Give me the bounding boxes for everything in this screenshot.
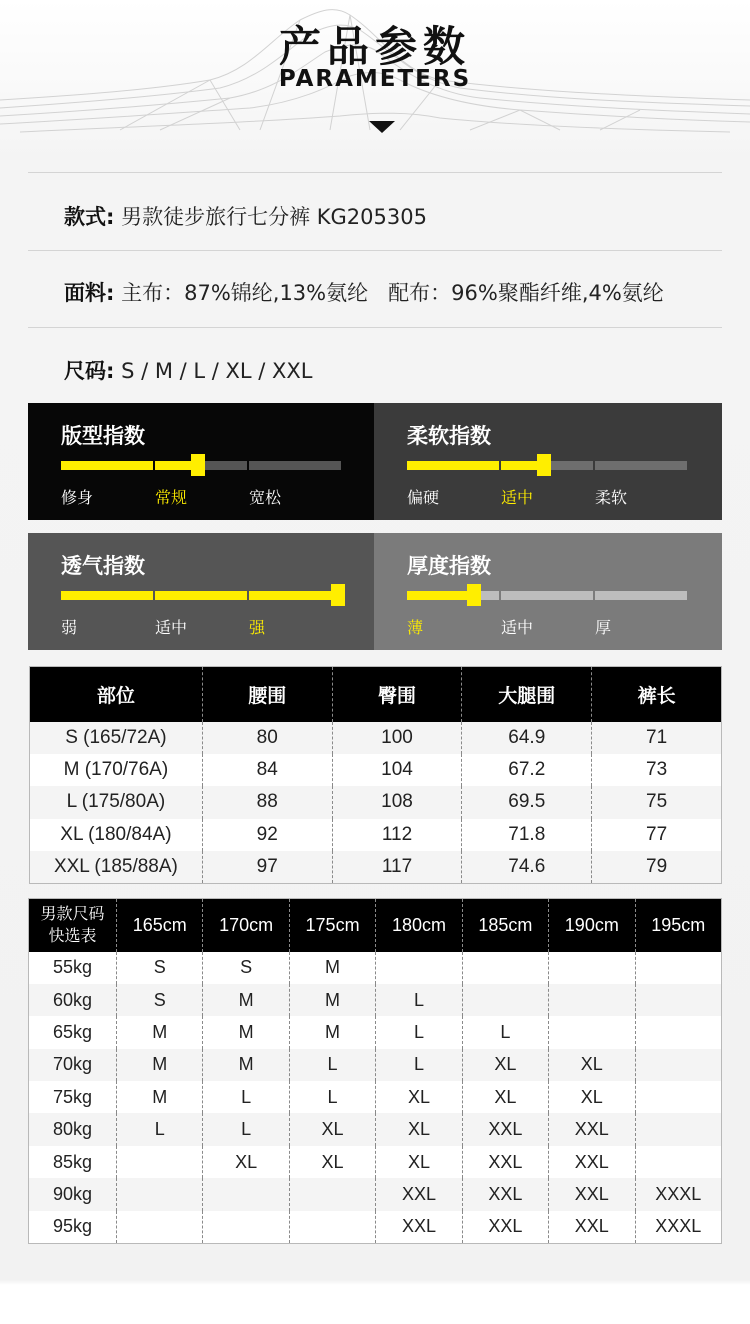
size-cell: M bbox=[289, 952, 375, 984]
index-scale-label: 修身 bbox=[61, 488, 94, 507]
index-bar-segment bbox=[61, 461, 153, 470]
divider bbox=[28, 327, 722, 328]
page-subtitle: PARAMETERS bbox=[278, 66, 472, 92]
table-cell: 74.6 bbox=[462, 851, 592, 883]
size-cell bbox=[289, 1211, 375, 1243]
table-cell: 71.8 bbox=[462, 819, 592, 851]
weight-cell: 80kg bbox=[29, 1113, 117, 1145]
size-cell: M bbox=[203, 1049, 289, 1081]
size-cell bbox=[117, 1178, 203, 1210]
index-level-marker bbox=[331, 584, 345, 606]
table-cell: 117 bbox=[332, 851, 462, 883]
fabric-value: 主布：87%锦纶,13%氨纶 配布：96%聚酯纤维,4%氨纶 bbox=[121, 281, 664, 305]
spec-column-header: 部位 bbox=[30, 667, 203, 722]
index-scale-label: 弱 bbox=[61, 618, 78, 637]
table-cell: 64.9 bbox=[462, 722, 592, 754]
table-row bbox=[29, 1211, 722, 1243]
size-spec-table bbox=[29, 666, 722, 884]
size-cell bbox=[117, 1211, 203, 1243]
size-cell: XL bbox=[289, 1146, 375, 1178]
size-cell: XL bbox=[549, 1081, 635, 1113]
size-cell: XL bbox=[462, 1049, 548, 1081]
style-label: 款式: bbox=[64, 205, 115, 229]
size-cell: L bbox=[203, 1081, 289, 1113]
size-cell bbox=[289, 1178, 375, 1210]
table-cell: 104 bbox=[332, 754, 462, 786]
size-cell: M bbox=[203, 1016, 289, 1048]
table-row bbox=[29, 1016, 722, 1048]
weight-cell: 90kg bbox=[29, 1178, 117, 1210]
height-column-header: 195cm bbox=[635, 899, 721, 952]
table-row bbox=[29, 984, 722, 1016]
size-cell: L bbox=[117, 1113, 203, 1145]
index-bar-segment bbox=[407, 461, 499, 470]
index-title: 透气指数 bbox=[61, 554, 145, 578]
weight-cell: 70kg bbox=[29, 1049, 117, 1081]
index-panel bbox=[28, 403, 374, 520]
size-cell bbox=[549, 1016, 635, 1048]
spec-column-header: 裤长 bbox=[592, 667, 722, 722]
height-column-header: 175cm bbox=[289, 899, 375, 952]
size-cell bbox=[635, 1016, 721, 1048]
index-bar-segment bbox=[249, 591, 341, 600]
spec-header-row bbox=[30, 667, 722, 722]
table-cell: 67.2 bbox=[462, 754, 592, 786]
size-cell: M bbox=[289, 1016, 375, 1048]
size-cell bbox=[376, 952, 462, 984]
size-cell: XL bbox=[462, 1081, 548, 1113]
spec-column-header: 腰围 bbox=[202, 667, 332, 722]
size-cell: XL bbox=[376, 1081, 462, 1113]
size-cell: L bbox=[376, 1049, 462, 1081]
index-bar-segment bbox=[61, 591, 153, 600]
index-scale-label: 宽松 bbox=[249, 488, 282, 507]
table-row bbox=[30, 754, 722, 786]
fabric-row bbox=[64, 277, 664, 307]
size-cell: S bbox=[117, 952, 203, 984]
size-cell: XL bbox=[289, 1113, 375, 1145]
table-cell: 80 bbox=[202, 722, 332, 754]
divider bbox=[28, 172, 722, 173]
table-cell: 100 bbox=[332, 722, 462, 754]
table-row bbox=[30, 722, 722, 754]
size-cell bbox=[635, 952, 721, 984]
table-cell: 84 bbox=[202, 754, 332, 786]
height-column-header: 180cm bbox=[376, 899, 462, 952]
size-cell bbox=[635, 984, 721, 1016]
table-row bbox=[30, 786, 722, 818]
index-scale-label: 适中 bbox=[501, 618, 534, 637]
size-cell: XXL bbox=[462, 1178, 548, 1210]
size-cell: S bbox=[117, 984, 203, 1016]
index-panel bbox=[28, 533, 374, 650]
size-cell bbox=[203, 1211, 289, 1243]
corner-line-2: 快选表 bbox=[48, 926, 97, 946]
divider bbox=[28, 250, 722, 251]
style-row bbox=[64, 201, 427, 231]
table-cell: 79 bbox=[592, 851, 722, 883]
size-cell: M bbox=[289, 984, 375, 1016]
size-cell: L bbox=[203, 1113, 289, 1145]
table-cell: 69.5 bbox=[462, 786, 592, 818]
size-cell bbox=[117, 1146, 203, 1178]
size-cell bbox=[635, 1081, 721, 1113]
fabric-label: 面料: bbox=[64, 281, 115, 305]
table-row bbox=[29, 1081, 722, 1113]
size-cell: XL bbox=[376, 1146, 462, 1178]
table-row bbox=[29, 952, 722, 984]
quick-header-row bbox=[29, 899, 722, 952]
weight-cell: 65kg bbox=[29, 1016, 117, 1048]
index-scale-label: 薄 bbox=[407, 618, 424, 637]
table-row bbox=[29, 1049, 722, 1081]
index-panel bbox=[374, 533, 722, 650]
index-bar-segment bbox=[501, 591, 593, 600]
size-cell: L bbox=[462, 1016, 548, 1048]
size-cell: M bbox=[117, 1049, 203, 1081]
table-cell: M (170/76A) bbox=[30, 754, 203, 786]
spec-column-header: 大腿围 bbox=[462, 667, 592, 722]
size-cell: XXL bbox=[549, 1211, 635, 1243]
index-scale-label: 强 bbox=[249, 618, 266, 637]
size-cell: XXXL bbox=[635, 1211, 721, 1243]
size-label: 尺码: bbox=[64, 359, 115, 383]
size-cell: XXL bbox=[549, 1146, 635, 1178]
header bbox=[0, 0, 750, 160]
size-cell bbox=[635, 1146, 721, 1178]
size-value: S / M / L / XL / XXL bbox=[121, 359, 313, 383]
weight-cell: 95kg bbox=[29, 1211, 117, 1243]
table-cell: 71 bbox=[592, 722, 722, 754]
size-row bbox=[64, 355, 313, 385]
index-scale-label: 厚 bbox=[595, 618, 612, 637]
table-cell: XL (180/84A) bbox=[30, 819, 203, 851]
size-cell: XXXL bbox=[635, 1178, 721, 1210]
size-cell: S bbox=[203, 952, 289, 984]
index-bar-segment bbox=[595, 591, 687, 600]
index-bar-segment bbox=[155, 591, 247, 600]
size-cell: XXL bbox=[462, 1113, 548, 1145]
table-cell: 75 bbox=[592, 786, 722, 818]
index-scale-label: 适中 bbox=[501, 488, 534, 507]
table-cell: XXL (185/88A) bbox=[30, 851, 203, 883]
index-bar-segment bbox=[407, 591, 499, 600]
size-cell: XXL bbox=[549, 1113, 635, 1145]
size-cell bbox=[635, 1113, 721, 1145]
weight-cell: 85kg bbox=[29, 1146, 117, 1178]
size-cell: L bbox=[289, 1081, 375, 1113]
index-title: 柔软指数 bbox=[407, 424, 491, 448]
size-cell bbox=[462, 984, 548, 1016]
table-row bbox=[29, 1113, 722, 1145]
index-panel bbox=[374, 403, 722, 520]
height-column-header: 190cm bbox=[549, 899, 635, 952]
height-column-header: 170cm bbox=[203, 899, 289, 952]
table-cell: 108 bbox=[332, 786, 462, 818]
quick-size-table bbox=[28, 898, 722, 1244]
size-cell: XL bbox=[203, 1146, 289, 1178]
index-level-marker bbox=[467, 584, 481, 606]
table-cell: 97 bbox=[202, 851, 332, 883]
size-cell: XL bbox=[549, 1049, 635, 1081]
table-cell: 73 bbox=[592, 754, 722, 786]
table-cell: 77 bbox=[592, 819, 722, 851]
size-cell bbox=[549, 984, 635, 1016]
index-scale-label: 柔软 bbox=[595, 488, 628, 507]
size-cell: M bbox=[117, 1016, 203, 1048]
size-cell: M bbox=[203, 984, 289, 1016]
height-column-header: 185cm bbox=[462, 899, 548, 952]
weight-cell: 60kg bbox=[29, 984, 117, 1016]
page-title: 产品参数 bbox=[278, 22, 471, 71]
table-row bbox=[30, 819, 722, 851]
index-title: 厚度指数 bbox=[407, 554, 491, 578]
weight-cell: 75kg bbox=[29, 1081, 117, 1113]
size-cell: XXL bbox=[376, 1211, 462, 1243]
size-cell: XXL bbox=[462, 1211, 548, 1243]
table-cell: L (175/80A) bbox=[30, 786, 203, 818]
size-cell: L bbox=[289, 1049, 375, 1081]
spec-column-header: 臀围 bbox=[332, 667, 462, 722]
index-scale-label: 常规 bbox=[155, 488, 188, 507]
height-column-header: 165cm bbox=[117, 899, 203, 952]
size-cell: XXL bbox=[462, 1146, 548, 1178]
index-scale-label: 适中 bbox=[155, 618, 188, 637]
size-cell bbox=[549, 952, 635, 984]
quick-table-corner bbox=[29, 899, 117, 952]
corner-line-1: 男款尺码 bbox=[40, 904, 105, 924]
weight-cell: 55kg bbox=[29, 952, 117, 984]
size-cell bbox=[203, 1178, 289, 1210]
table-cell: 92 bbox=[202, 819, 332, 851]
size-cell: L bbox=[376, 1016, 462, 1048]
size-cell: XL bbox=[376, 1113, 462, 1145]
style-value: 男款徒步旅行七分裤 KG205305 bbox=[121, 205, 427, 229]
index-bar-segment bbox=[249, 461, 341, 470]
size-cell bbox=[462, 952, 548, 984]
table-cell: S (165/72A) bbox=[30, 722, 203, 754]
index-level-marker bbox=[191, 454, 205, 476]
size-cell: L bbox=[376, 984, 462, 1016]
size-cell: XXL bbox=[549, 1178, 635, 1210]
index-scale-label: 偏硬 bbox=[407, 488, 440, 507]
table-row bbox=[29, 1178, 722, 1210]
table-cell: 112 bbox=[332, 819, 462, 851]
size-cell: M bbox=[117, 1081, 203, 1113]
index-title: 版型指数 bbox=[61, 424, 145, 448]
table-row bbox=[29, 1146, 722, 1178]
index-bar-segment bbox=[595, 461, 687, 470]
size-cell bbox=[635, 1049, 721, 1081]
table-row bbox=[30, 851, 722, 883]
size-cell: XXL bbox=[376, 1178, 462, 1210]
triangle-down-icon bbox=[369, 121, 395, 133]
table-cell: 88 bbox=[202, 786, 332, 818]
index-level-marker bbox=[537, 454, 551, 476]
